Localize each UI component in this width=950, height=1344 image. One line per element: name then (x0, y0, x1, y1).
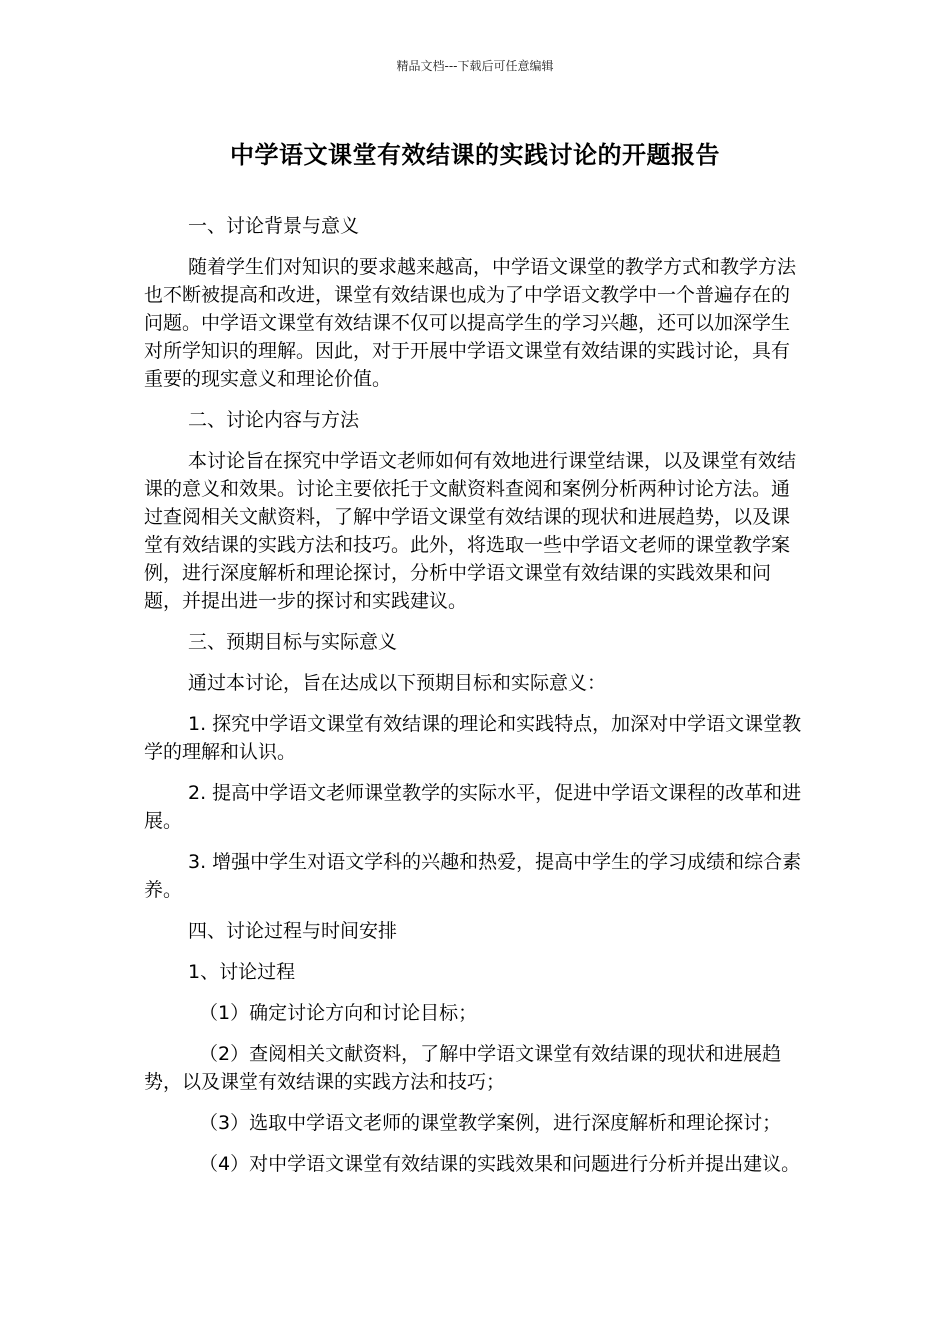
paragraph-background: 随着学生们对知识的要求越来越高，中学语文课堂的教学方式和教学方法也不断被提高和改进，课堂有效结课也成为了中学语文教学中一个普遍存在的问题。中学语文课堂有效结课不仅可以提高学生的学习兴趣，还可以加深学生对所学知识的理解。因此，对于开展中学语文课堂有效结课的实践讨论，具有重要的现实意义和理论价值。 (144, 256, 797, 390)
document-title: 中学语文课堂有效结课的实践讨论的开题报告 (230, 141, 720, 169)
paragraph-goals-intro: 通过本讨论，旨在达成以下预期目标和实际意义： (188, 672, 607, 694)
document-body (144, 212, 806, 1191)
section-heading-process-schedule: 四、讨论过程与时间安排 (188, 920, 398, 942)
process-step-3: （3）选取中学语文老师的课堂教学案例，进行深度解析和理论探讨； (199, 1112, 782, 1134)
process-step-2: （2）查阅相关文献资料，了解中学语文课堂有效结课的现状和进展趋势，以及课堂有效结课的实践方法和技巧； (144, 1043, 782, 1093)
goal-item-1: 1. 探究中学语文课堂有效结课的理论和实践特点，加深对中学语文课堂教学的理解和认识。 (144, 713, 802, 763)
section-heading-content-method: 二、讨论内容与方法 (188, 409, 360, 431)
process-step-4: （4）对中学语文课堂有效结课的实践效果和问题进行分析并提出建议。 (199, 1153, 801, 1175)
goal-item-2: 2. 提高中学语文老师课堂教学的实际水平，促进中学语文课程的改革和进展。 (144, 782, 802, 832)
header-note: 精品文档---下载后可任意编辑 (396, 59, 554, 73)
section-heading-goals: 三、预期目标与实际意义 (188, 631, 398, 653)
paragraph-content-method: 本讨论旨在探究中学语文老师如何有效地进行课堂结课，以及课堂有效结课的意义和效果。讨论主要依托于文献资料查阅和案例分析两种讨论方法。通过查阅相关文献资料，了解中学语文课堂有效结课的现状和进展趋势，以及课堂有效结课的实践方法和技巧。此外，将选取一些中学语文老师的课堂教学案例，进行深度解析和理论探讨，分析中学语文课堂有效结课的实践效果和问题，并提出进一步的探讨和实践建议。 (144, 450, 797, 612)
process-step-1: （1）确定讨论方向和讨论目标； (199, 1002, 478, 1024)
goal-item-3: 3. 增强中学生对语文学科的兴趣和热爱，提高中学生的学习成绩和综合素养。 (144, 851, 802, 901)
section-heading-background: 一、讨论背景与意义 (188, 215, 360, 237)
subheading-process: 1、讨论过程 (188, 961, 296, 983)
